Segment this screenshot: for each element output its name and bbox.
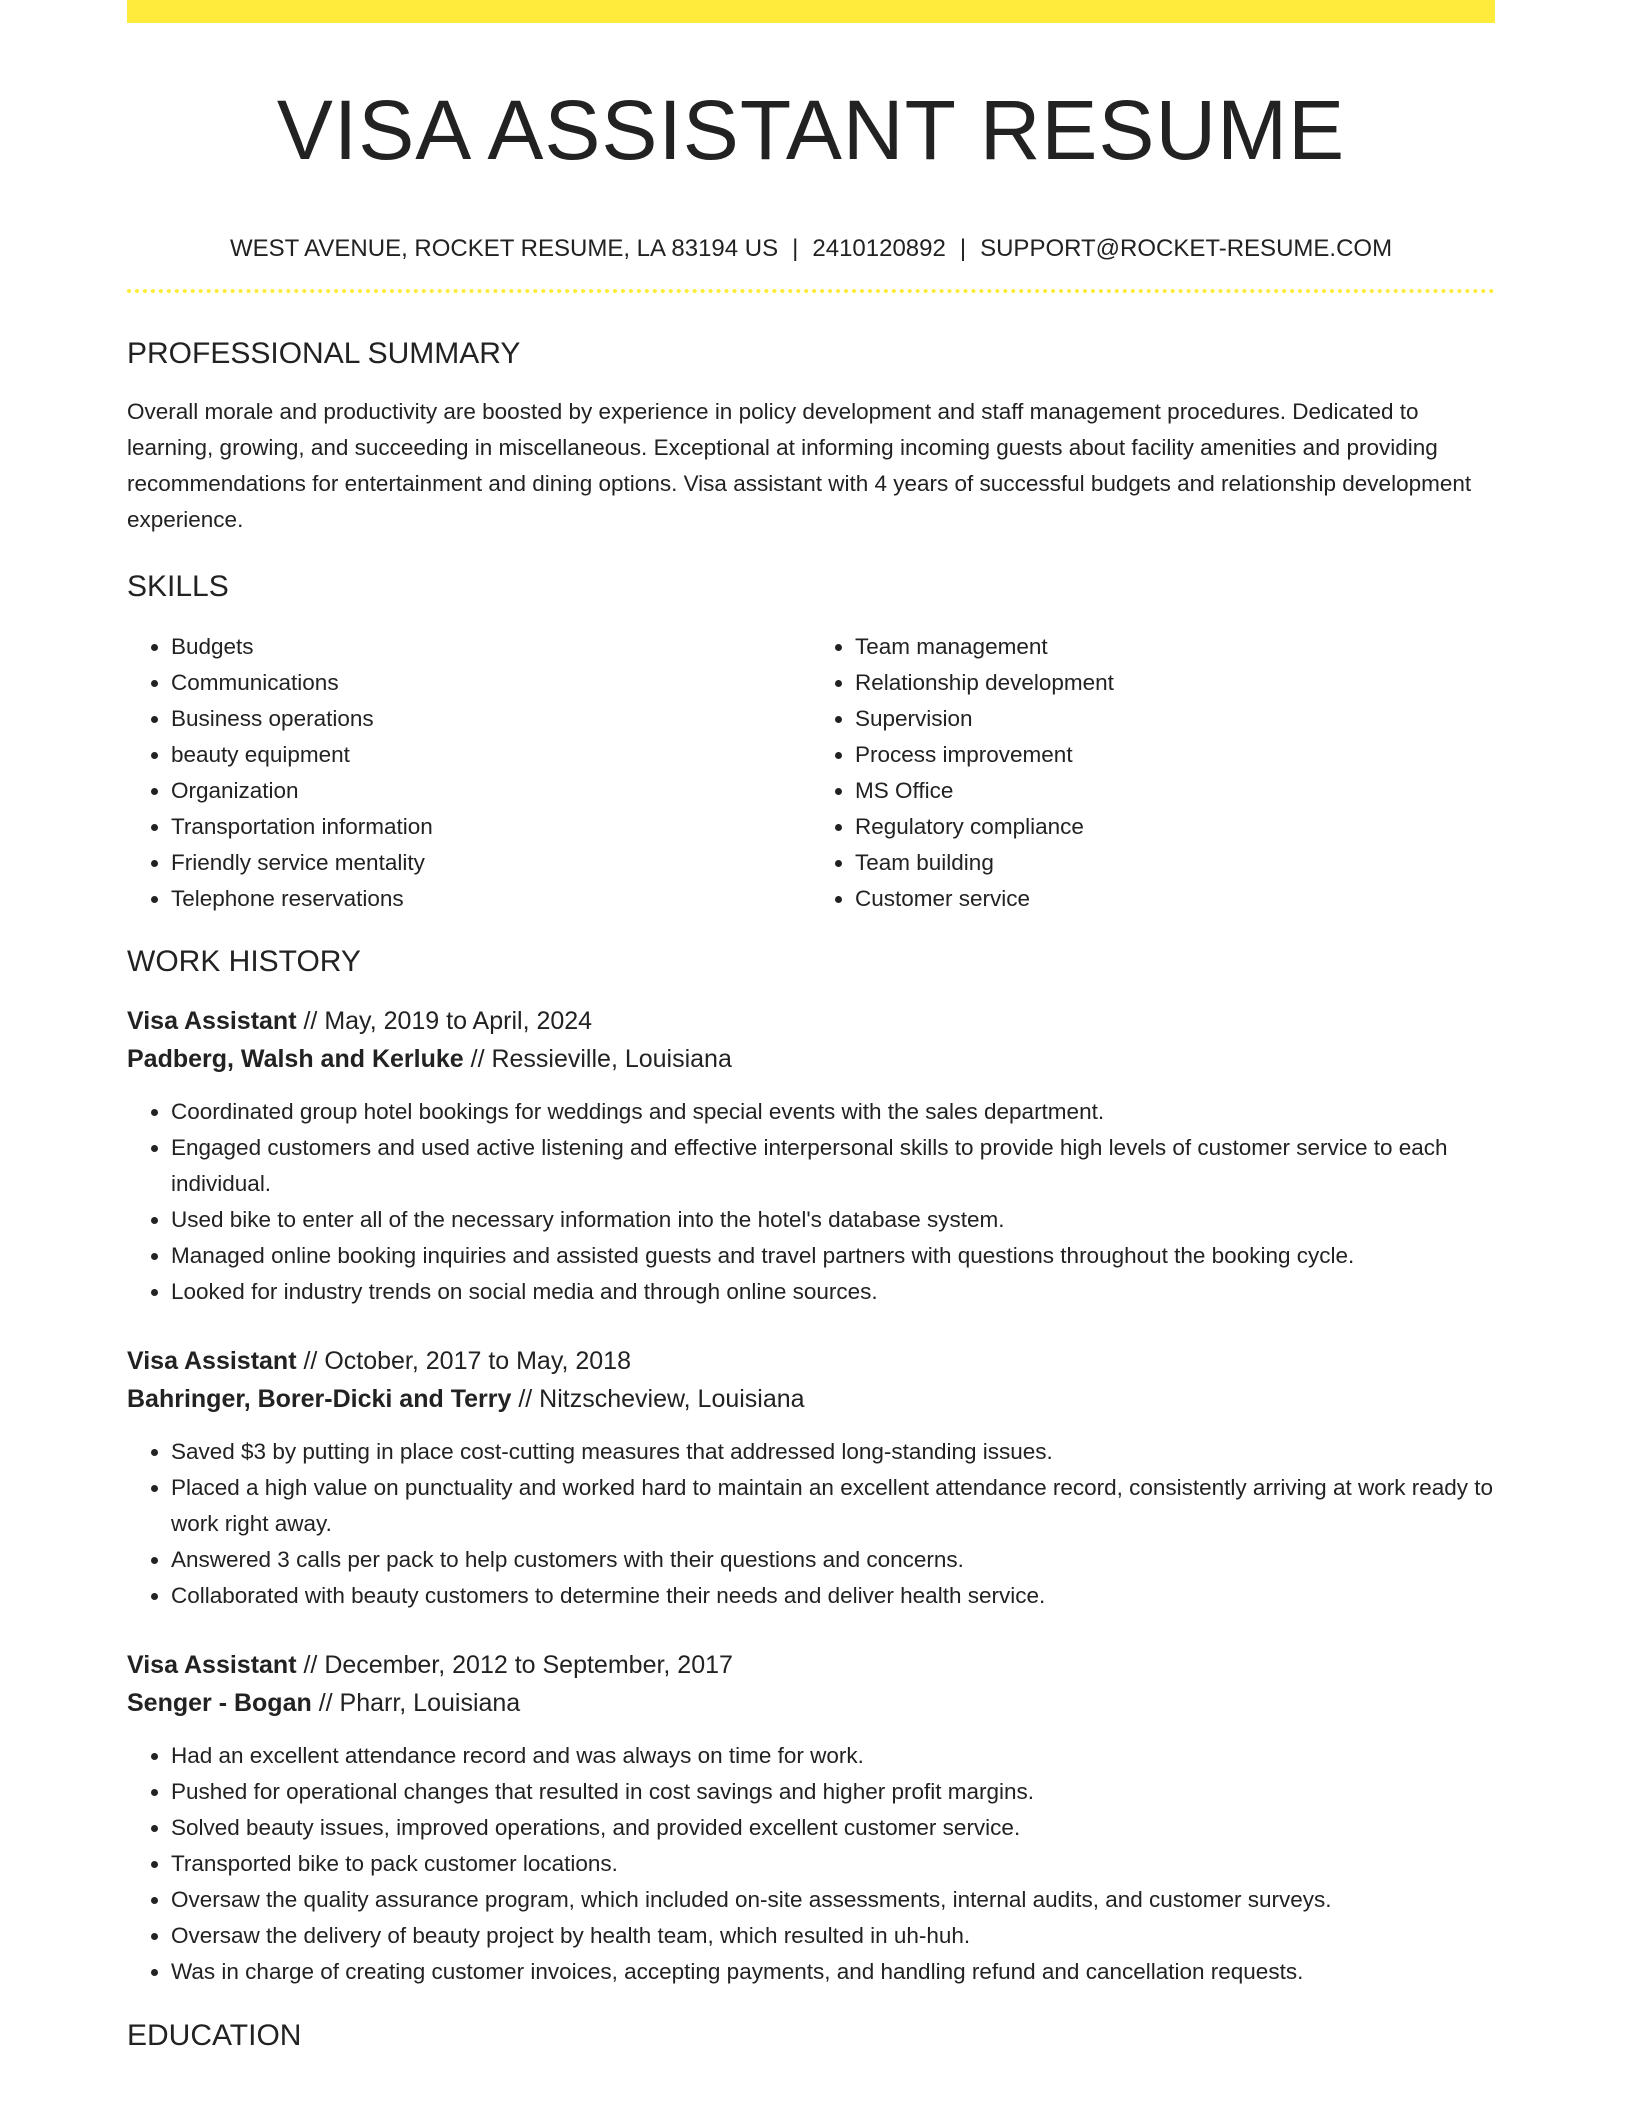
skill-item: • Team building <box>855 845 1495 881</box>
job-bullet: • Solved beauty issues, improved operations, and provided excellent customer service. <box>171 1810 1495 1846</box>
skill-item: • Regulatory compliance <box>855 809 1495 845</box>
job-bullet: • Had an excellent attendance record and was always on time for work. <box>171 1738 1495 1774</box>
summary-text: Overall morale and productivity are boosted by experience in policy development and staff management procedures. Dedicated to learning, growing, and succeeding in miscellaneous. Exceptional at informing incoming guests about facility amenities and providing recommendations for entertainment and dining options. Visa assistant with 4 years of successful budgets and relationship development experience. <box>127 399 1472 532</box>
skills-right-list <box>811 629 1495 917</box>
contact-email: SUPPORT@ROCKET-RESUME.COM <box>980 235 1393 262</box>
job-bullet-list <box>127 1738 1495 1990</box>
job-entry <box>127 1646 1495 1990</box>
skills-heading: SKILLS <box>127 570 229 603</box>
job-bullet-list <box>127 1094 1495 1310</box>
skill-item: • Supervision <box>855 701 1495 737</box>
skills-columns <box>127 629 1495 917</box>
job-bullet: • Collaborated with beauty customers to determine their needs and deliver health service. <box>171 1578 1495 1614</box>
job-bullet: • Answered 3 calls per pack to help customers with their questions and concerns. <box>171 1542 1495 1578</box>
work-history-heading: WORK HISTORY <box>127 945 361 978</box>
job-dates: // December, 2012 to September, 2017 <box>296 1651 733 1679</box>
job-bullet-list <box>127 1434 1495 1614</box>
contact-address: WEST AVENUE, ROCKET RESUME, LA 83194 US <box>229 235 779 262</box>
education-heading: EDUCATION <box>127 2019 302 2052</box>
skill-item: • Relationship development <box>855 665 1495 701</box>
contact-separator: | <box>792 235 799 262</box>
skill-item: • Telephone reservations <box>171 881 811 917</box>
job-company: Bahringer, Borer-Dicki and Terry <box>127 1385 512 1413</box>
contact-phone: 2410120892 <box>812 235 946 262</box>
job-dates: // May, 2019 to April, 2024 <box>296 1007 593 1035</box>
contact-line <box>127 234 1495 264</box>
skill-item: • Customer service <box>855 881 1495 917</box>
skill-item: • Transportation information <box>171 809 811 845</box>
skill-item: • beauty equipment <box>171 737 811 773</box>
skill-item: • Process improvement <box>855 737 1495 773</box>
job-title-line <box>127 1002 1495 1040</box>
job-company-line <box>127 1380 1495 1418</box>
resume-content <box>127 23 1495 2054</box>
skill-item: • MS Office <box>855 773 1495 809</box>
job-company: Padberg, Walsh and Kerluke <box>127 1045 464 1073</box>
job-company-line <box>127 1040 1495 1078</box>
job-bullet: • Oversaw the quality assurance program, which included on-site assessments, internal audits, and customer surveys. <box>171 1882 1495 1918</box>
job-title-line <box>127 1342 1495 1380</box>
job-company: Senger - Bogan <box>127 1689 312 1717</box>
job-title-line <box>127 1646 1495 1684</box>
accent-top-bar <box>127 0 1495 23</box>
job-bullet: • Was in charge of creating customer invoices, accepting payments, and handling refund and cancellation requests. <box>171 1954 1495 1990</box>
job-entry <box>127 1002 1495 1310</box>
skill-item: • Communications <box>171 665 811 701</box>
contact-separator: | <box>959 235 967 262</box>
job-bullet: • Managed online booking inquiries and assisted guests and travel partners with questions throughout the booking cycle. <box>171 1238 1495 1274</box>
skill-item: • Friendly service mentality <box>171 845 811 881</box>
job-entry <box>127 1342 1495 1614</box>
job-location: // Nitzscheview, Louisiana <box>511 1385 805 1413</box>
job-bullet: • Used bike to enter all of the necessary information into the hotel's database system. <box>171 1202 1495 1238</box>
skills-left-list <box>127 629 811 917</box>
job-bullet: • Saved $3 by putting in place cost-cutting measures that addressed long-standing issues. <box>171 1434 1495 1470</box>
job-bullet: • Pushed for operational changes that resulted in cost savings and higher profit margins. <box>171 1774 1495 1810</box>
job-title: Visa Assistant <box>127 1651 297 1679</box>
dotted-divider <box>127 289 1495 293</box>
job-bullet: • Engaged customers and used active listening and effective interpersonal skills to provide high levels of customer service to each individual. <box>171 1130 1495 1202</box>
job-bullet: • Looked for industry trends on social media and through online sources. <box>171 1274 1495 1310</box>
job-bullet: • Coordinated group hotel bookings for weddings and special events with the sales department. <box>171 1094 1495 1130</box>
skill-item: • Business operations <box>171 701 811 737</box>
job-bullet: • Placed a high value on punctuality and worked hard to maintain an excellent attendance record, consistently arriving at work ready to work right away. <box>171 1470 1495 1542</box>
skill-item: • Budgets <box>171 629 811 665</box>
skill-item: • Organization <box>171 773 811 809</box>
job-title: Visa Assistant <box>127 1007 297 1035</box>
job-company-line <box>127 1684 1495 1722</box>
job-dates: // October, 2017 to May, 2018 <box>296 1347 631 1375</box>
summary-heading: PROFESSIONAL SUMMARY <box>127 337 521 370</box>
job-location: // Pharr, Louisiana <box>311 1689 521 1717</box>
resume-title: VISA ASSISTANT RESUME <box>276 83 1346 177</box>
job-title: Visa Assistant <box>127 1347 297 1375</box>
job-location: // Ressieville, Louisiana <box>463 1045 732 1073</box>
job-bullet: • Oversaw the delivery of beauty project by health team, which resulted in uh-huh. <box>171 1918 1495 1954</box>
job-bullet: • Transported bike to pack customer locations. <box>171 1846 1495 1882</box>
skill-item: • Team management <box>855 629 1495 665</box>
